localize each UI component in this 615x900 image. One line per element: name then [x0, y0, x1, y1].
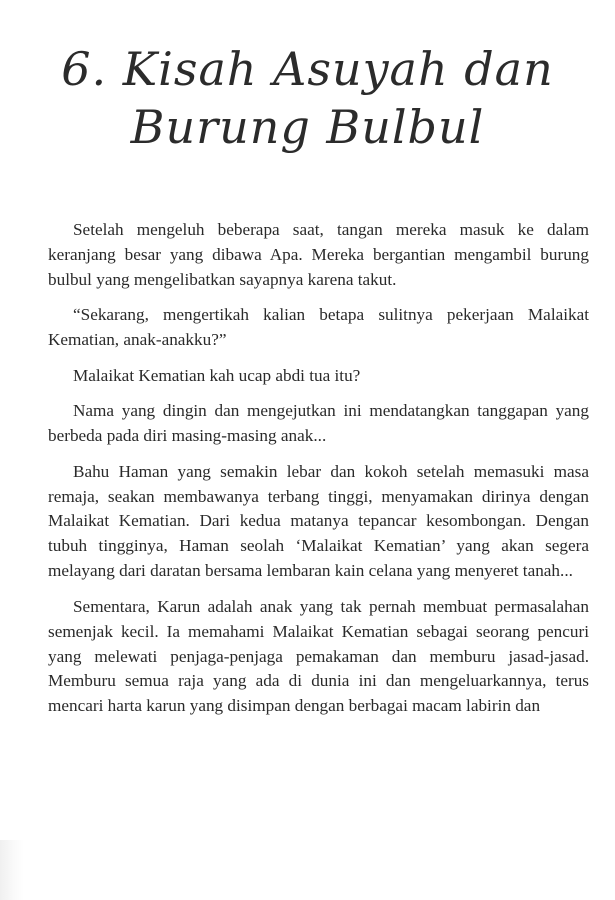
paragraph-4: Nama yang dingin dan mengejutkan ini mendatangkan tanggapan yang berbeda pada diri masing-masing anak... [48, 401, 589, 446]
chapter-title-line-2: Burung Bulbul [130, 100, 485, 154]
paragraph-6: Sementara, Karun adalah anak yang tak pernah membuat permasalahan semenjak kecil. Ia memahami Malaikat Kematian sebagai seorang pencuri yang melewati penjaga-penjaga pemakaman dan memburu jasad-jasad. Memburu semua raja yang ada di dunia ini dan mengeluarkannya, terus mencari harta karun yang disimpan dengan berbagai macam labirin dan [48, 596, 589, 716]
paragraph-2: “Sekarang, mengertikah kalian betapa sulitnya pekerjaan Malaikat Kematian, anak-anakku?” [48, 305, 589, 350]
paragraph-1: Setelah mengeluh beberapa saat, tangan mereka masuk ke dalam keranjang besar yang dibawa Apa. Mereka bergantian mengambil burung bulbul yang mengelibatkan sayapnya karena takut. [48, 220, 589, 289]
chapter-title-line-1: 6. Kisah Asuyah dan [61, 42, 554, 96]
chapter-body [48, 218, 589, 730]
page-edge-shadow [0, 840, 24, 900]
paragraph-5: Bahu Haman yang semakin lebar dan kokoh setelah memasuki masa remaja, seakan membawanya terbang tinggi, menyamakan dirinya dengan Malaikat Kematian. Dari kedua matanya tepancar kesombongan. Dengan tubuh tingginya, Haman seolah ‘Malaikat Kematian’ yang akan segera melayang dari daratan bersama lembaran kain celana yang menyeret tanah... [48, 461, 589, 581]
paragraph-3: Malaikat Kematian kah ucap abdi tua itu? [73, 365, 361, 385]
